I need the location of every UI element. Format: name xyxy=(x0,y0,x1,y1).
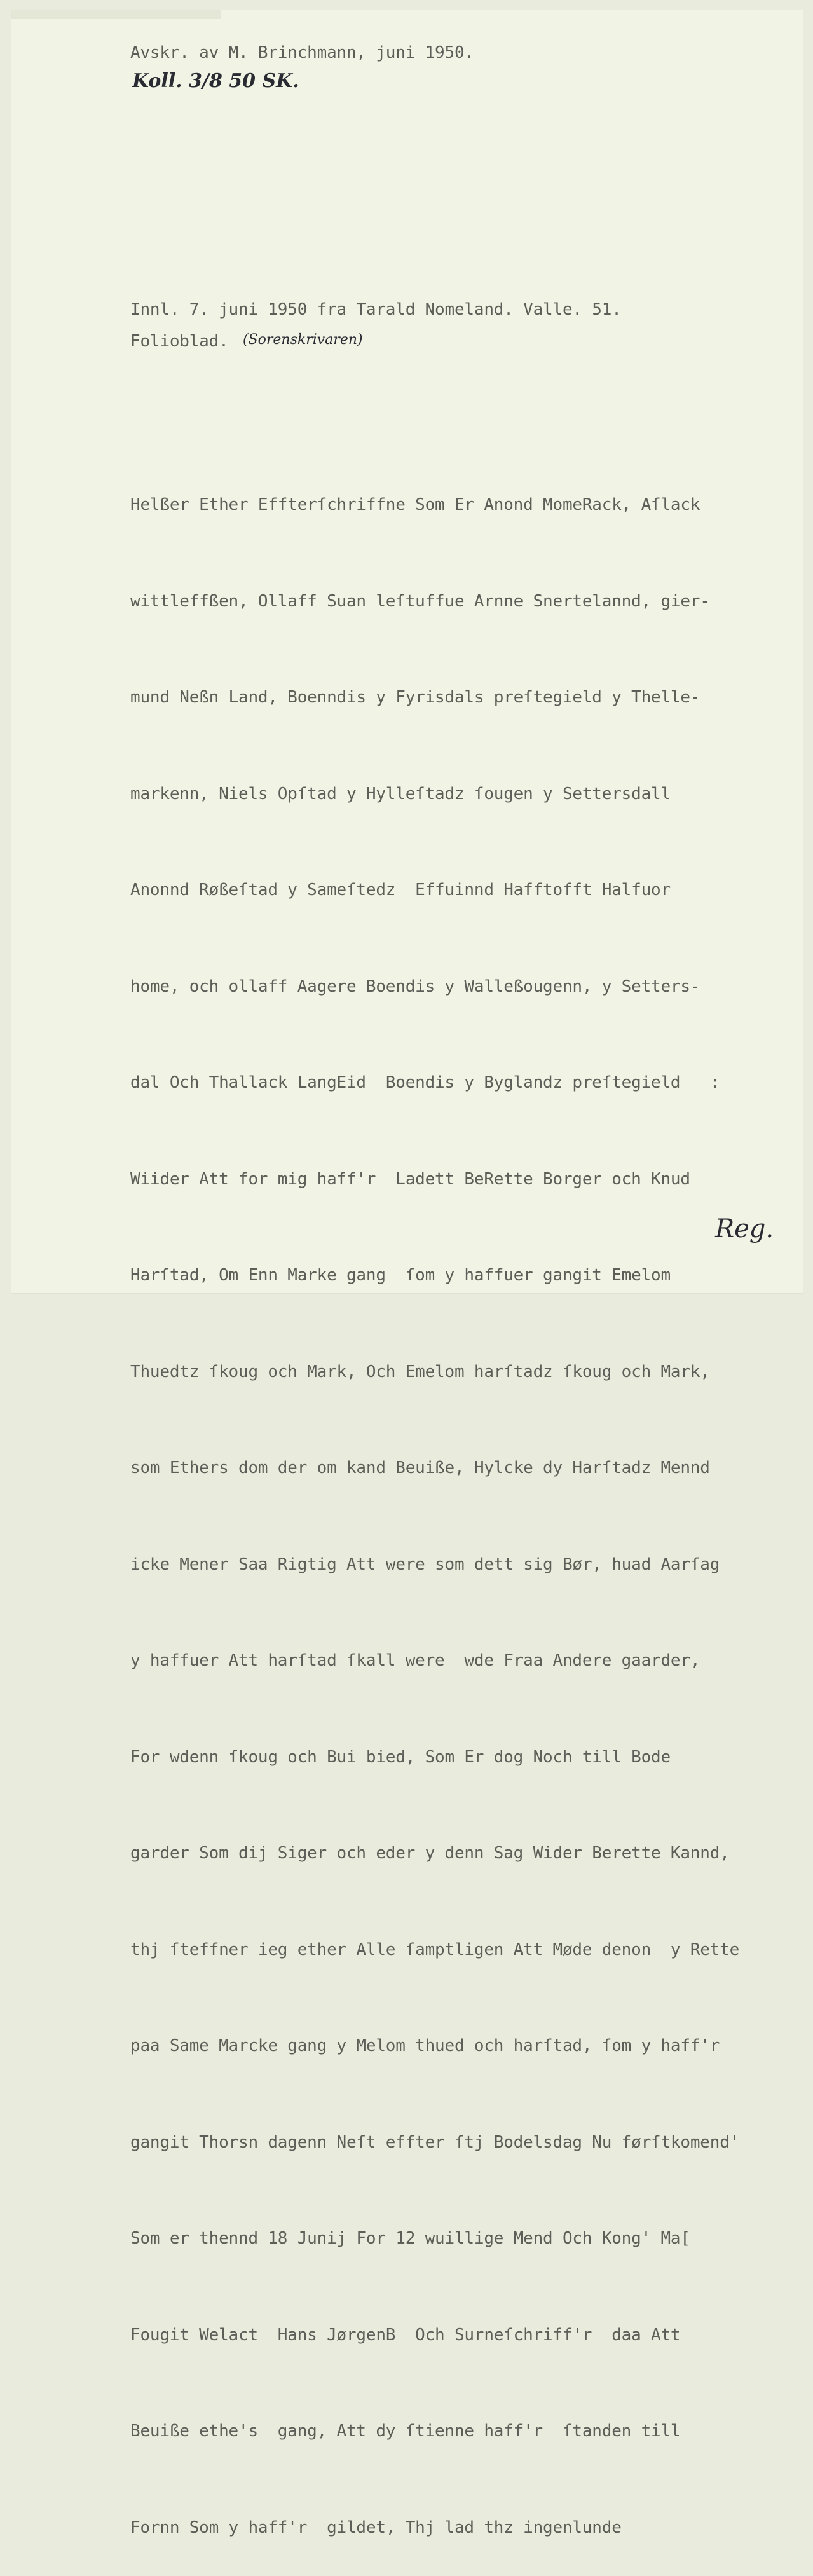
body-line: Helßer Ether Effterſchriffne Som Er Anond MomeRack, Aſlack xyxy=(130,495,700,514)
body-line: Wiider Att for mig haff'r Ladett BeRette Borger och Knud xyxy=(130,1169,690,1189)
handwritten-source-note: (Sorenskrivaren) xyxy=(243,332,363,348)
body-line: Som er thennd 18 Junij For 12 wuillige Mend Och Kong' Ma[ xyxy=(130,2229,690,2248)
body-line: Fornn Som y haff'r gildet, Thj lad thz ingenlunde xyxy=(130,2518,622,2537)
body-line: wittleffßen, Ollaff Suan leſtuffue Arnne Snertelannd, gier- xyxy=(130,591,710,611)
body-line: Thuedtz ſkoug och Mark, Och Emelom harſtadz ſkoug och Mark, xyxy=(130,1362,710,1381)
body-line: garder Som dij Siger och eder y denn Sag Wider Berette Kannd, xyxy=(130,1844,730,1863)
body-line: thj ſteffner ieg ether Alle ſamptligen Att Møde denon y Rette xyxy=(130,1940,740,1959)
body-line: For wdenn ſkoug och Bui bied, Som Er dog Noch till Bode xyxy=(130,1747,671,1767)
body-line: icke Mener Saa Rigtig Att were som dett sig Bør, huad Aarſag xyxy=(130,1554,720,1574)
receipt-note: Innl. 7. juni 1950 fra Tarald Nomeland. Valle. 51. xyxy=(130,300,622,319)
body-line: home, och ollaff Aagere Boendis y Walleßougenn, y Setters- xyxy=(130,976,700,996)
transcription-body xyxy=(130,425,739,2576)
body-line: mund Neßn Land, Boenndis y Fyrisdals preſtegield y Thelle- xyxy=(130,688,700,707)
transcription-credit: Avskr. av M. Brinchmann, juni 1950. xyxy=(130,43,474,62)
body-line: dal Och Thallack LangEid Boendis y Byglandz preſtegield : xyxy=(130,1073,720,1092)
handwritten-collation-note: Koll. 3/8 50 SK. xyxy=(132,70,299,92)
body-line: Beuiße ethe's gang, Att dy ſtienne haff'r ſtanden till xyxy=(130,2422,681,2441)
body-line: Harſtad, Om Enn Marke gang ſom y haffuer gangit Emelom xyxy=(130,1266,671,1285)
body-line: markenn, Niels Opſtad y Hylleſtadz ſougen y Settersdall xyxy=(130,784,671,804)
body-line: Anonnd Røßeſtad y Sameſtedz Effuinnd Hafftofft Halfuor xyxy=(130,880,671,900)
body-line: Fougit Welact Hans JørgenB Och Surneſchriff'r daa Att xyxy=(130,2325,681,2345)
body-line: gangit Thorsn dagenn Neſt effter ſtj Bodelsdag Nu førſtkomend' xyxy=(130,2132,740,2152)
format-note: Folioblad. xyxy=(130,332,229,351)
body-line: paa Same Marcke gang y Melom thued och harſtad, ſom y haff'r xyxy=(130,2036,720,2055)
handwritten-reg-mark: Reg. xyxy=(715,1214,774,1243)
body-line: som Ethers dom der om kand Beuiße, Hylcke dy Harſtadz Mennd xyxy=(130,1458,710,1477)
body-line: y haffuer Att harſtad ſkall were wde Fraa Andere gaarder, xyxy=(130,1651,700,1670)
